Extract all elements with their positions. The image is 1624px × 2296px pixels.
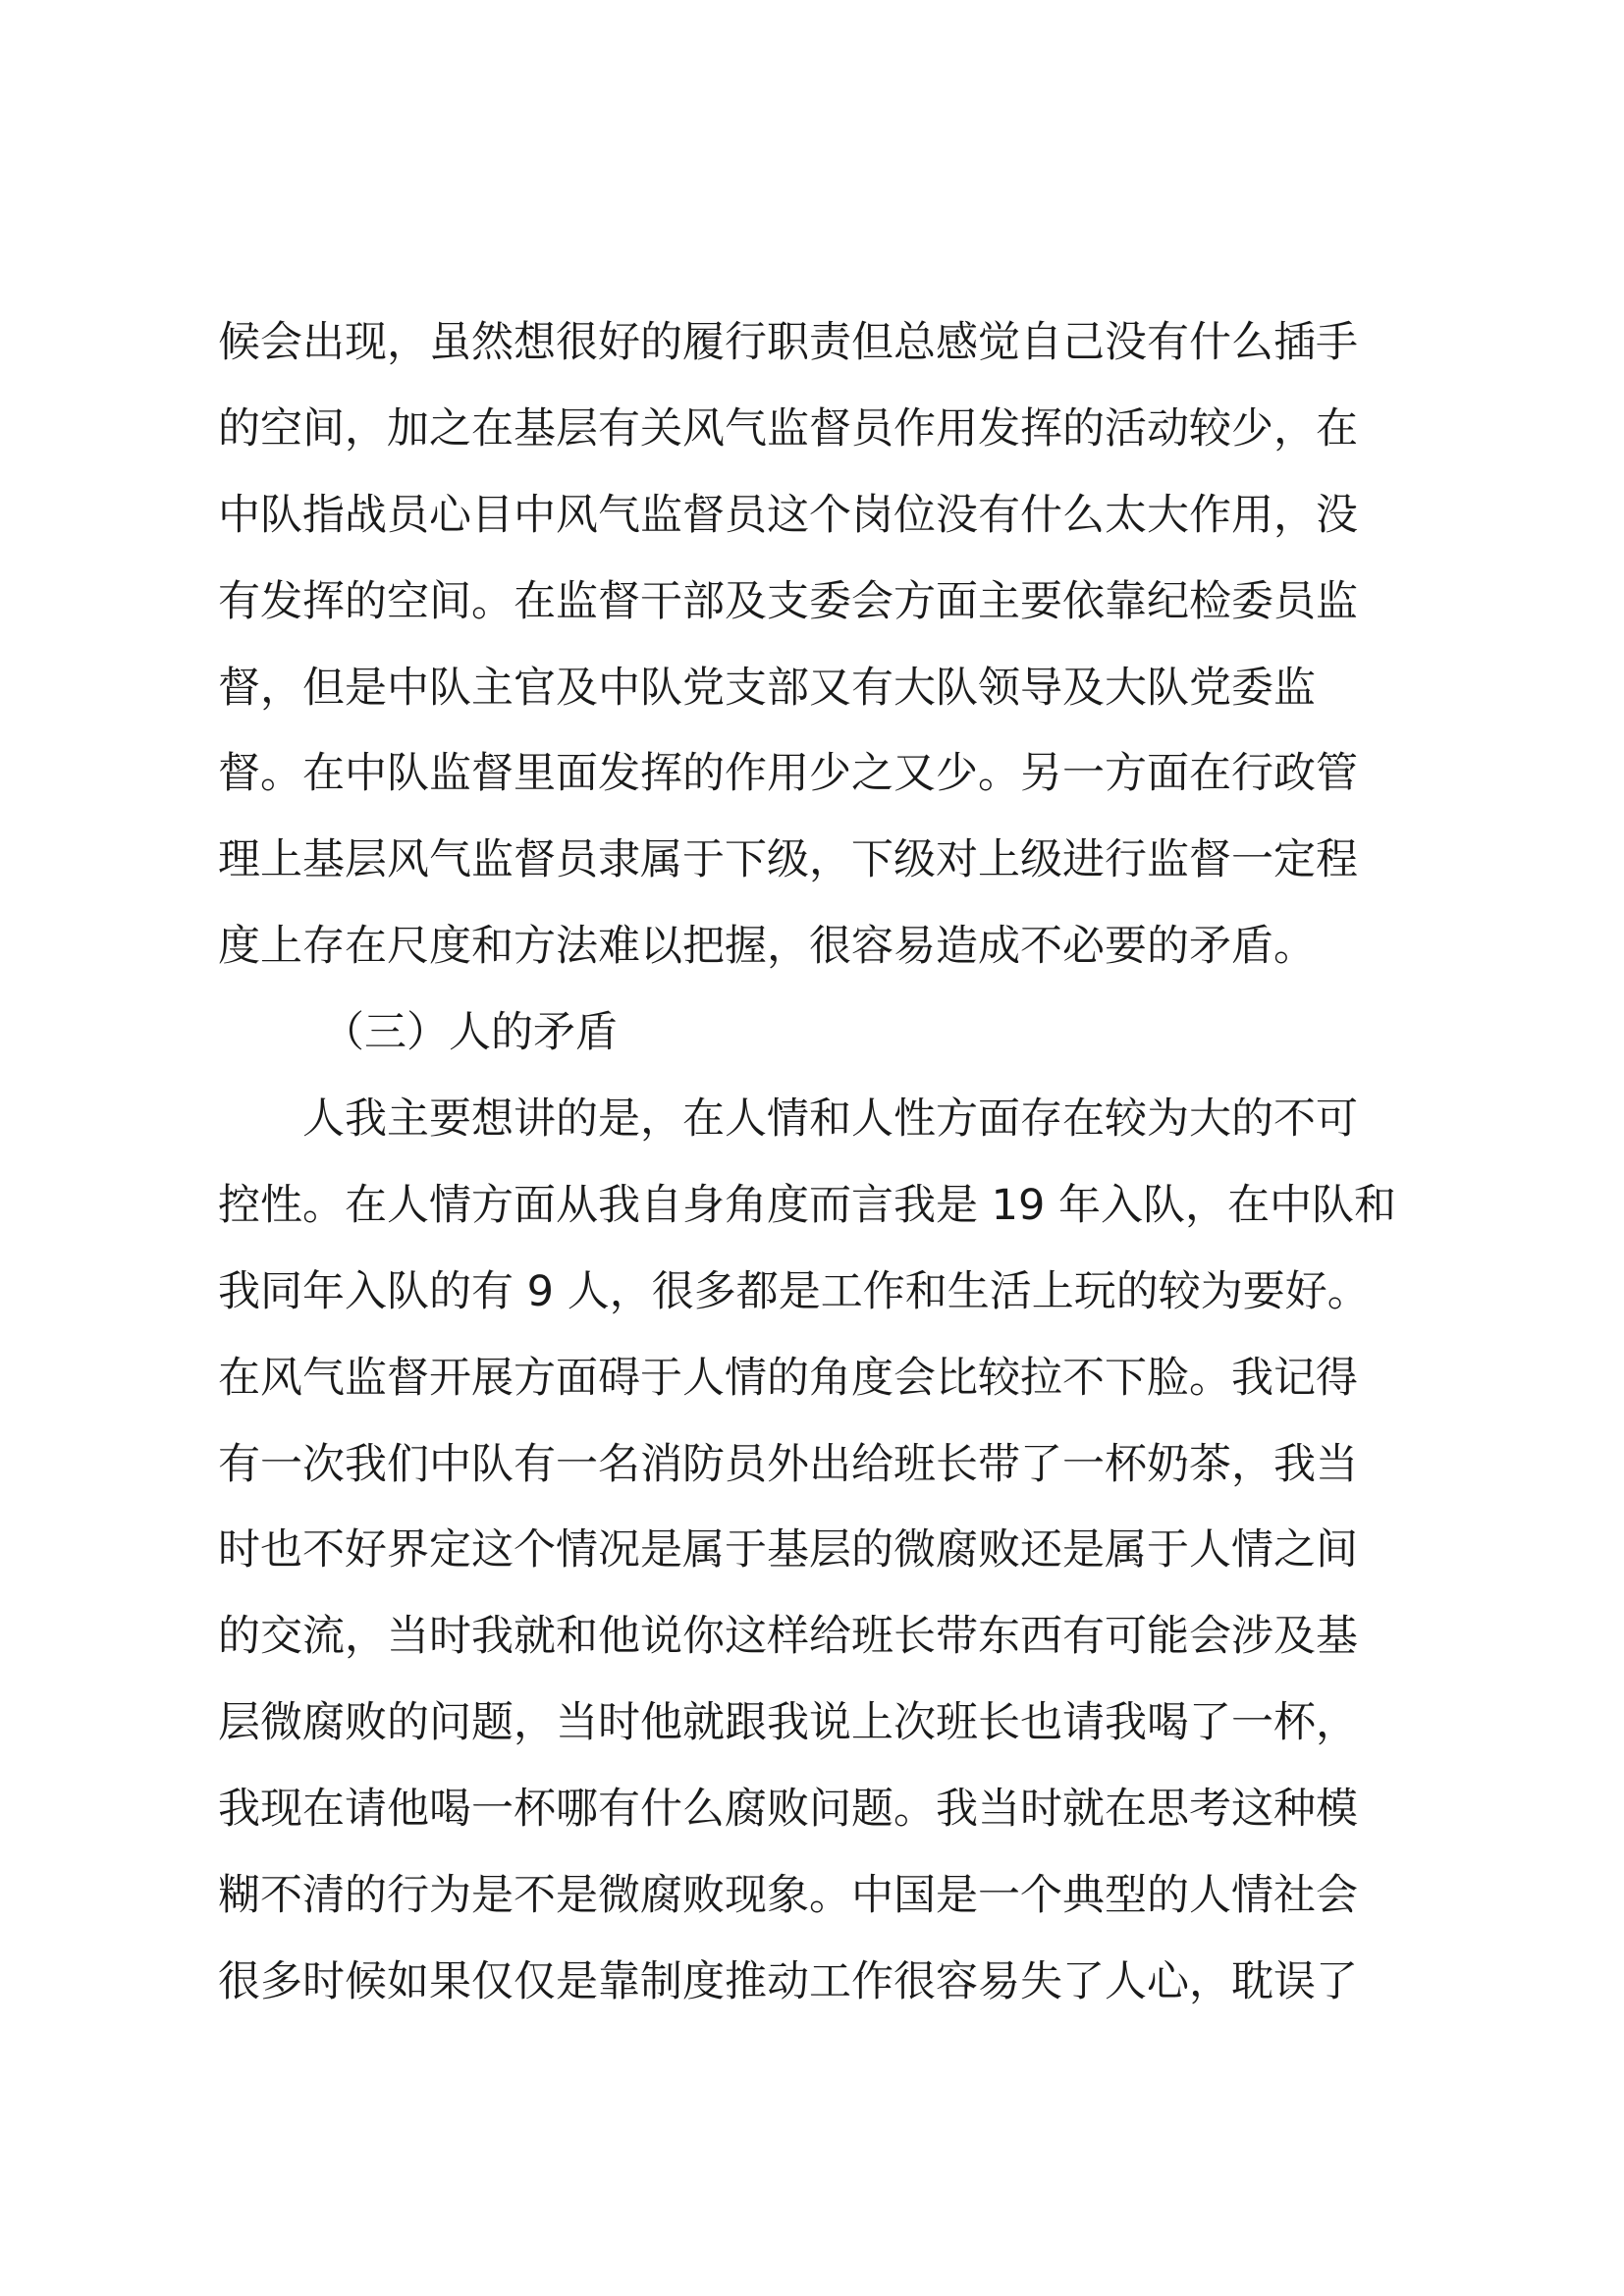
text-line: 中队指战员心目中风气监督员这个岗位没有什么太大作用，没 [218,490,1358,540]
text-line: 的交流，当时我就和他说你这样给班长带东西有可能会涉及基 [218,1612,1358,1662]
text-line: 人我主要想讲的是，在人情和人性方面存在较为大的不可 [302,1095,1358,1145]
text-line: 在风气监督开展方面碍于人情的角度会比较拉不下脸。我记得 [218,1353,1358,1403]
text-line: 督，但是中队主官及中队党支部又有大队领导及大队党委监 [218,663,1316,713]
text-line: 我同年入队的有 9 人，很多都是工作和生活上玩的较为要好。 [218,1266,1370,1316]
text-line: 有一次我们中队有一名消防员外出给班长带了一杯奶茶，我当 [218,1439,1358,1489]
text-line: 度上存在尺度和方法难以把握，很容易造成不必要的矛盾。 [218,922,1316,972]
text-line: 理上基层风气监督员隶属于下级，下级对上级进行监督一定程 [218,835,1358,885]
section-heading: （三）人的矛盾 [322,1008,618,1058]
text-line: 我现在请他喝一杯哪有什么腐败问题。我当时就在思考这种模 [218,1785,1358,1835]
text-line: 候会出现，虽然想很好的履行职责但总感觉自己没有什么插手 [218,318,1358,367]
text-line: 很多时候如果仅仅是靠制度推动工作很容易失了人心，耽误了 [218,1956,1358,2006]
text-line: 层微腐败的问题，当时他就跟我说上次班长也请我喝了一杯， [218,1698,1358,1748]
text-line: 督。在中队监督里面发挥的作用少之又少。另一方面在行政管 [218,749,1358,799]
text-line: 时也不好界定这个情况是属于基层的微腐败还是属于人情之间 [218,1525,1358,1575]
text-line: 控性。在人情方面从我自身角度而言我是 19 年入队，在中队和 [218,1180,1397,1230]
text-line: 有发挥的空间。在监督干部及支委会方面主要依靠纪检委员监 [218,576,1358,626]
document-body [218,300,1435,2026]
text-line: 糊不清的行为是不是微腐败现象。中国是一个典型的人情社会 [218,1871,1358,1921]
text-line: 的空间，加之在基层有关风气监督员作用发挥的活动较少，在 [218,403,1358,454]
